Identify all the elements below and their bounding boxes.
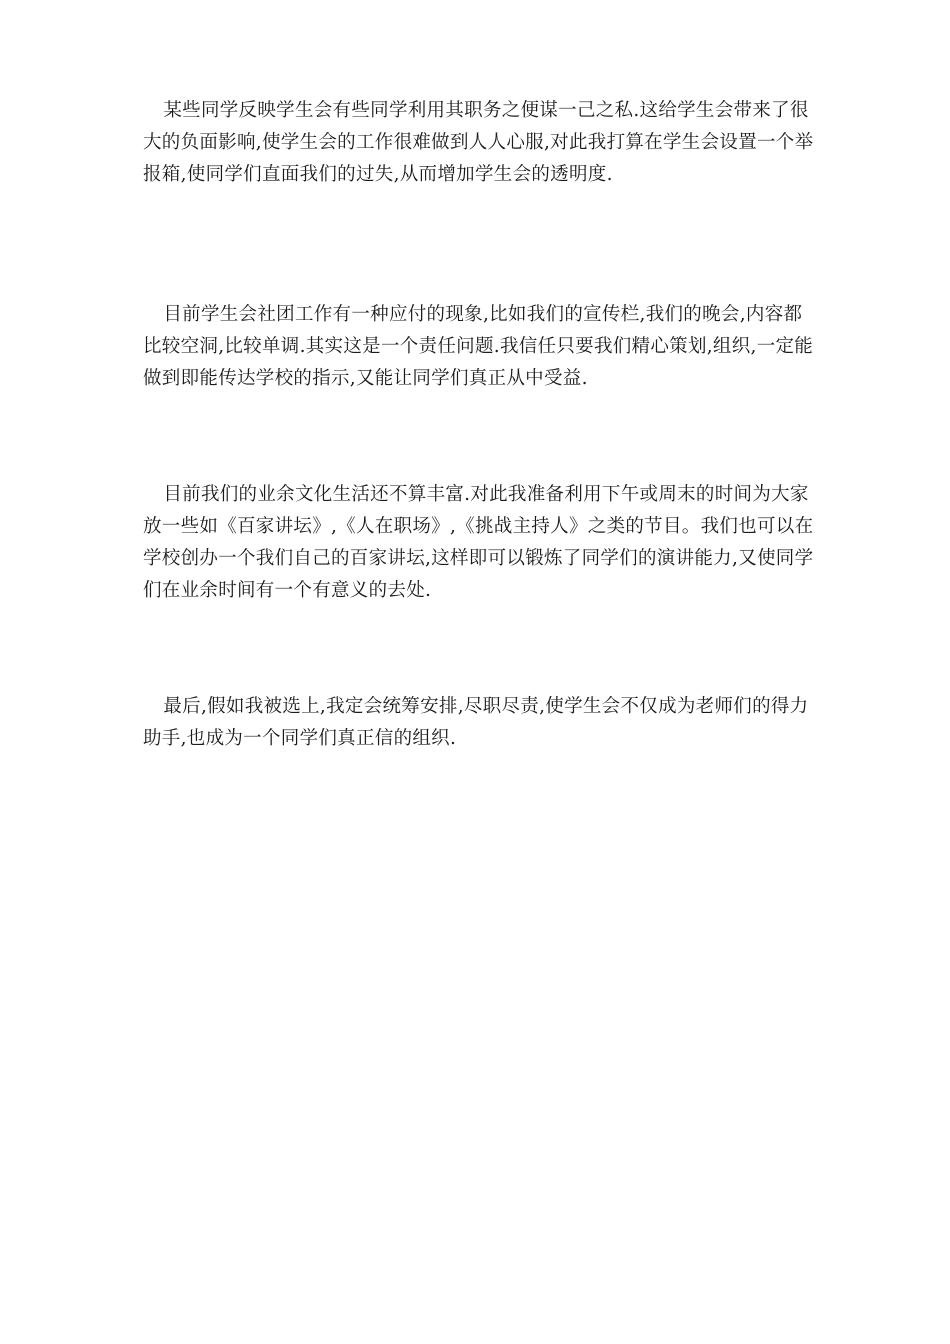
paragraph-report-box: 某些同学反映学生会有些同学利用其职务之便谋一己之私.这给学生会带来了很大的负面影响,使学生会的工作很难做到人人心服,对此我打算在学生会设置一个举报箱,使同学们直面我们的过失,从而增加学生会的透明度. xyxy=(143,100,814,185)
paragraph-conclusion: 最后,假如我被选上,我定会统筹安排,尽职尽责,使学生会不仅成为老师们的得力助手,也成为一个同学们真正信的组织. xyxy=(143,696,809,749)
paragraph-cultural-life: 目前我们的业余文化生活还不算丰富.对此我准备利用下午或周末的时间为大家放一些如《百家讲坛》,《人在职场》,《挑战主持人》之类的节目。我们也可以在学校创办一个我们自己的百家讲坛,这样即可以锻炼了同学们的演讲能力,又使同学们在业余时间有一个有意义的去处. xyxy=(143,484,814,601)
paragraph-club-work: 目前学生会社团工作有一种应付的现象,比如我们的宣传栏,我们的晚会,内容都比较空洞,比较单调.其实这是一个责任问题.我信任只要我们精心策划,组织,一定能做到即能传达学校的指示,又能让同学们真正从中受益. xyxy=(143,304,814,389)
